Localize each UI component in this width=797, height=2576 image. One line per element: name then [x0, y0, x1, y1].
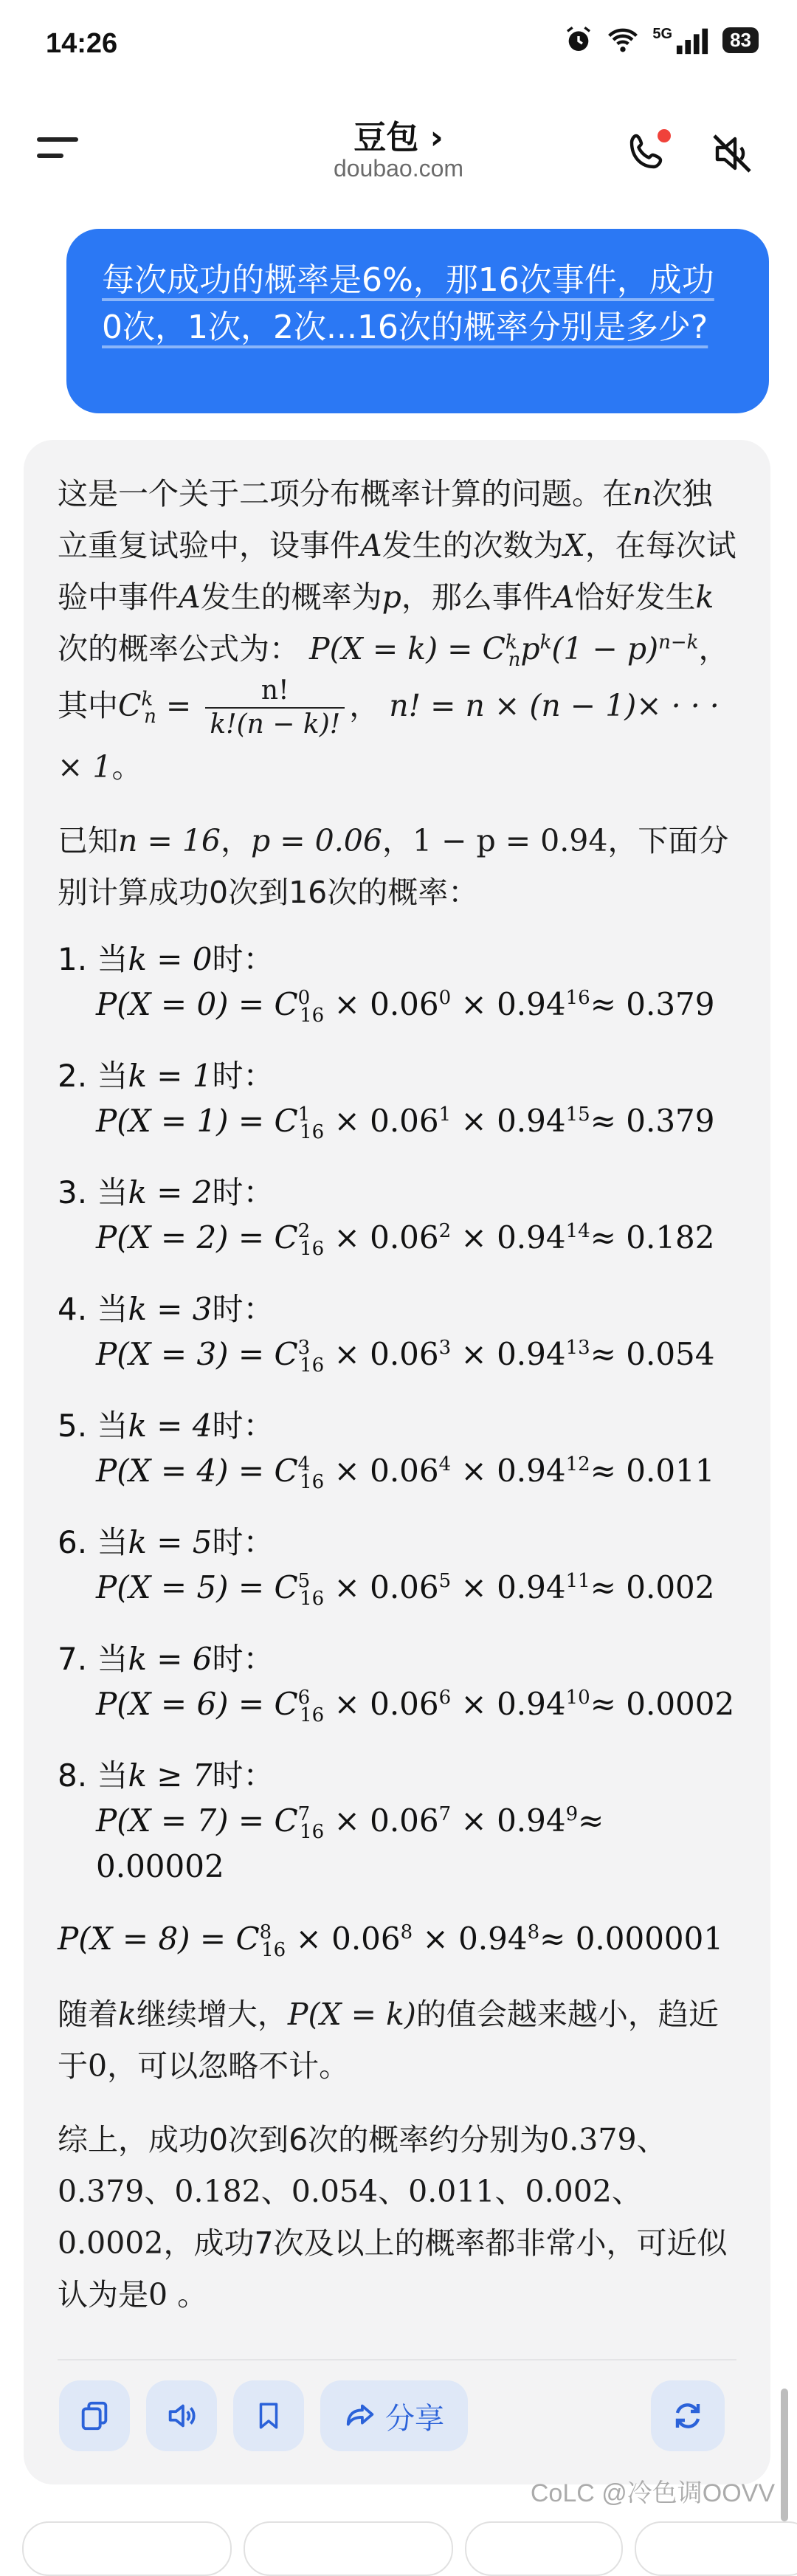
refresh-icon: [670, 2398, 705, 2434]
probability-item: [58, 1287, 736, 1377]
probability-item-formula: $P(X = 1) = C^1_{16} \times 0.06^1 \times 0.94^{15}\approx 0.379$: [96, 1103, 715, 1144]
factorial-formula: n! = n × (n − 1)× · · · × 1: [58, 688, 720, 785]
probability-item-heading: 5. 当k = 4时：: [58, 1408, 275, 1444]
probability-item: [58, 937, 736, 1027]
answer-action-bar: [59, 2380, 745, 2451]
probability-item-formula: $P(X = 5) = C^5_{16} \times 0.06^5 \times 0.94^{11}\approx 0.002$: [96, 1569, 715, 1611]
trend-paragraph: 随着k继续增大，P(X = k)的值会越来越小，趋近于0，可以忽略不计。: [58, 1997, 719, 2084]
copy-button[interactable]: [59, 2380, 130, 2451]
probability-list: [58, 937, 736, 1890]
assistant-answer-card: [24, 440, 770, 2484]
probability-item: [58, 1171, 736, 1261]
intro-paragraph: 这是一个关于二项分布概率计算的问题。在n次独立重复试验中，设事件A发生的次数为X，在每次试验中事件A发生的概率为p，那么事件A恰好发生k次的概率公式为： $P(X = k) = C^k_np^k(1 - p)^{n-k}$，其中$C^k_n$ = $\frac{n!}{k!(n - k)!}$ ， n! = n × (n − 1)× · · · × 1。: [58, 476, 736, 785]
wifi-icon: [607, 25, 639, 55]
user-message-bubble[interactable]: [66, 229, 769, 413]
summary-paragraph: 综上，成功0次到6次的概率约分别为0.379、0.379、0.182、0.054、0.011、0.002、0.0002，成功7次及以上的概率都非常小，可近似认为是0 。: [58, 2122, 728, 2312]
suggestion-chip-2[interactable]: [244, 2521, 453, 2576]
app-subtitle: doubao.com: [333, 155, 464, 182]
app-title[interactable]: 豆包 ›: [353, 119, 444, 156]
suggestion-chip-1[interactable]: [22, 2521, 232, 2576]
status-icons: [564, 25, 759, 55]
suggestion-chip-4[interactable]: [635, 2521, 797, 2576]
battery-indicator: 83: [722, 27, 759, 53]
extra-formula: $P(X = 8) = C^8_{16} \times 0.06^8 \times 0.94^8\approx 0.000001$: [58, 1921, 724, 1962]
call-button[interactable]: [618, 124, 677, 183]
watermark: CoLC @冷色调OOVV: [530, 2479, 775, 2507]
user-message-text: 每次成功的概率是6%，那16次事件，成功0次，1次，2次...16次的概率分别是多少?: [102, 261, 714, 346]
mute-button[interactable]: [703, 124, 762, 183]
share-button[interactable]: [320, 2380, 468, 2451]
notification-dot: [658, 129, 671, 142]
probability-item: [58, 1054, 736, 1144]
probability-item-formula: $P(X = 4) = C^4_{16} \times 0.06^4 \times 0.94^{12}\approx 0.011$: [96, 1453, 715, 1494]
probability-item: [58, 1404, 736, 1494]
suggestion-chip-3[interactable]: [465, 2521, 623, 2576]
given-paragraph: 已知n = 16，p = 0.06，1 − p = 0.94，下面分别计算成功0次到16次的概率：: [58, 823, 729, 910]
scrollbar-thumb[interactable]: [781, 2389, 788, 2521]
mute-speaker-icon: [703, 124, 762, 183]
regenerate-button[interactable]: [651, 2380, 725, 2451]
phone-icon: [618, 124, 677, 183]
suggestion-chips: [0, 2502, 797, 2560]
combination-fraction: $\frac{n!}{k!(n - k)!}$: [205, 675, 345, 741]
binomial-formula: $P(X = k) = C^k_np^k(1 - p)^{n-k}$: [309, 631, 699, 672]
share-label: 分享: [385, 2401, 444, 2436]
probability-item: [58, 1754, 736, 1890]
bookmark-icon: [253, 2399, 284, 2433]
probability-item-heading: 6. 当k = 5时：: [58, 1524, 275, 1560]
status-time: 14:26: [46, 28, 118, 59]
copy-icon: [77, 2399, 111, 2433]
probability-item: [58, 1521, 736, 1611]
share-icon: [344, 2399, 378, 2433]
probability-item-heading: 2. 当k = 1时：: [58, 1058, 275, 1094]
card-divider: [58, 2359, 736, 2360]
chat-header: [0, 89, 797, 207]
signal-icon: [675, 25, 709, 55]
bookmark-button[interactable]: [233, 2380, 304, 2451]
alarm-icon: [564, 25, 593, 55]
speaker-icon: [165, 2399, 199, 2433]
probability-item-heading: 4. 当k = 3时：: [58, 1291, 275, 1327]
probability-item-formula: $P(X = 2) = C^2_{16} \times 0.06^2 \times 0.94^{14}\approx 0.182$: [96, 1219, 715, 1261]
probability-item-formula: $P(X = 6) = C^6_{16} \times 0.06^6 \times 0.94^{10}\approx 0.0002$: [96, 1686, 735, 1727]
read-aloud-button[interactable]: [146, 2380, 217, 2451]
probability-item: [58, 1637, 736, 1727]
status-bar: [0, 0, 797, 89]
network-label: 5G: [652, 25, 673, 42]
probability-item-formula: $P(X = 7) = C^7_{16} \times 0.06^7 \times 0.94^9\approx 0.00002$: [96, 1802, 604, 1884]
probability-item-heading: 8. 当k ≥ 7时：: [58, 1757, 275, 1794]
probability-item-formula: $P(X = 0) = C^0_{16} \times 0.06^0 \times 0.94^{16}\approx 0.379$: [96, 986, 715, 1027]
probability-item-heading: 7. 当k = 6时：: [58, 1641, 275, 1677]
probability-item-heading: 3. 当k = 2时：: [58, 1174, 275, 1210]
probability-item-formula: $P(X = 3) = C^3_{16} \times 0.06^3 \times 0.94^{13}\approx 0.054$: [96, 1336, 715, 1377]
probability-item-heading: 1. 当k = 0时：: [58, 941, 275, 977]
